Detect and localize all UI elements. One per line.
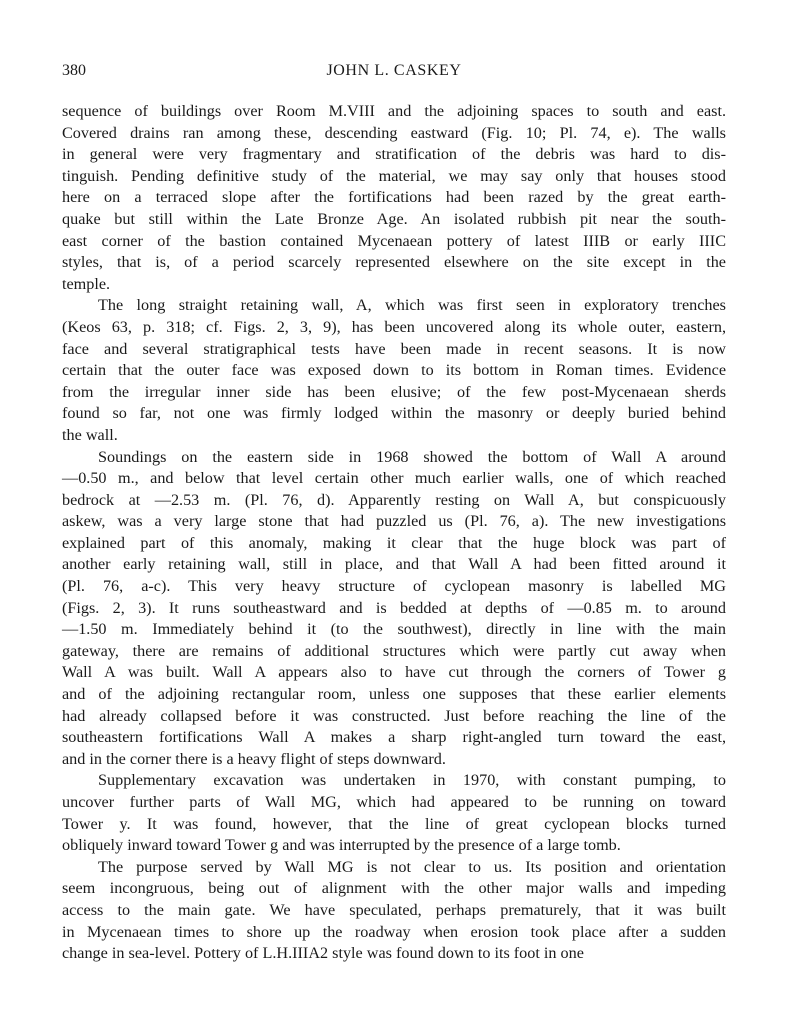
- text-line: seem incongruous, being out of alignment with the other major walls and impeding: [62, 879, 726, 898]
- text-line: temple.: [62, 274, 111, 293]
- text-line: bedrock at —2.53 m. (Pl. 76, d). Apparently resting on Wall A, but conspicuously: [62, 490, 726, 509]
- text-line: styles, that is, of a period scarcely represented elsewhere on the site except in the: [62, 253, 726, 272]
- text-line: here on a terraced slope after the fortifications had been razed by the great earth-: [62, 188, 726, 207]
- text-line: face and several stratigraphical tests have been made in recent seasons. It is now: [62, 339, 726, 358]
- text-line: quake but still within the Late Bronze Age. An isolated rubbish pit near the south-: [62, 209, 726, 228]
- text-line: from the irregular inner side has been elusive; of the few post-Mycenaean sherds: [62, 382, 726, 401]
- text-line: (Pl. 76, a-c). This very heavy structure of cyclopean masonry is labelled MG: [62, 577, 726, 596]
- paragraph: [62, 447, 726, 771]
- text-line: certain that the outer face was exposed down to its bottom in Roman times. Evidence: [62, 361, 726, 380]
- running-head: JOHN L. CASKEY: [326, 62, 462, 79]
- text-line: (Figs. 2, 3). It runs southeastward and is bedded at depths of —0.85 m. to around: [62, 598, 726, 617]
- text-line: The long straight retaining wall, A, which was first seen in exploratory trenches: [98, 296, 726, 315]
- text-line: the wall.: [62, 425, 118, 444]
- text-line: obliquely inward toward Tower g and was interrupted by the presence of a large tomb.: [62, 836, 621, 855]
- text-line: askew, was a very large stone that had puzzled us (Pl. 76, a). The new investigations: [62, 512, 726, 531]
- text-line: Covered drains ran among these, descending eastward (Fig. 10; Pl. 74, e). The walls: [62, 123, 726, 142]
- paragraph: [62, 770, 726, 856]
- text-line: change in sea-level. Pottery of L.H.IIIA2 style was found down to its foot in one: [62, 944, 584, 963]
- paragraph: [62, 101, 726, 295]
- text-line: The purpose served by Wall MG is not clear to us. Its position and orientation: [98, 857, 726, 876]
- text-line: Wall A was built. Wall A appears also to have cut through the corners of Tower g: [62, 663, 726, 682]
- text-line: (Keos 63, p. 318; cf. Figs. 2, 3, 9), has been uncovered along its whole outer, eastern,: [62, 317, 726, 336]
- paragraph: [62, 295, 726, 446]
- text-line: —0.50 m., and below that level certain other much earlier walls, one of which reached: [62, 469, 726, 488]
- text-line: southeastern fortifications Wall A makes a sharp right-angled turn toward the east,: [62, 728, 726, 747]
- text-line: had already collapsed before it was constructed. Just before reaching the line of the: [62, 706, 726, 725]
- text-line: gateway, there are remains of additional structures which were partly cut away when: [62, 641, 726, 660]
- text-line: tinguish. Pending definitive study of the material, we may say only that houses stood: [62, 166, 726, 185]
- text-line: access to the main gate. We have speculated, perhaps prematurely, that it was built: [62, 900, 726, 919]
- text-line: explained part of this anomaly, making it clear that the huge block was part of: [62, 533, 726, 552]
- body-text: [62, 101, 726, 965]
- text-line: Soundings on the eastern side in 1968 showed the bottom of Wall A around: [98, 447, 726, 466]
- text-line: —1.50 m. Immediately behind it (to the southwest), directly in line with the main: [62, 620, 726, 639]
- text-line: east corner of the bastion contained Mycenaean pottery of latest IIIB or early IIIC: [62, 231, 726, 250]
- text-line: found so far, not one was firmly lodged within the masonry or deeply buried behind: [62, 404, 726, 423]
- page-header: [62, 62, 726, 84]
- page-number: 380: [62, 62, 86, 79]
- text-line: another early retaining wall, still in place, and that Wall A had been fitted around it: [62, 555, 726, 574]
- text-line: in Mycenaean times to shore up the roadway when erosion took place after a sudden: [62, 922, 726, 941]
- text-line: in general were very fragmentary and stratification of the debris was hard to dis-: [62, 145, 726, 164]
- paragraph: [62, 857, 726, 965]
- text-line: and in the corner there is a heavy flight of steps downward.: [62, 749, 446, 768]
- text-line: uncover further parts of Wall MG, which had appeared to be running on toward: [62, 793, 726, 811]
- text-line: and of the adjoining rectangular room, unless one supposes that these earlier elements: [62, 685, 726, 704]
- text-line: Tower y. It was found, however, that the line of great cyclopean blocks turned: [62, 814, 726, 833]
- text-line: Supplementary excavation was undertaken in 1970, with constant pumping, to: [98, 771, 726, 790]
- text-line: sequence of buildings over Room M.VIII and the adjoining spaces to south and east.: [62, 102, 726, 120]
